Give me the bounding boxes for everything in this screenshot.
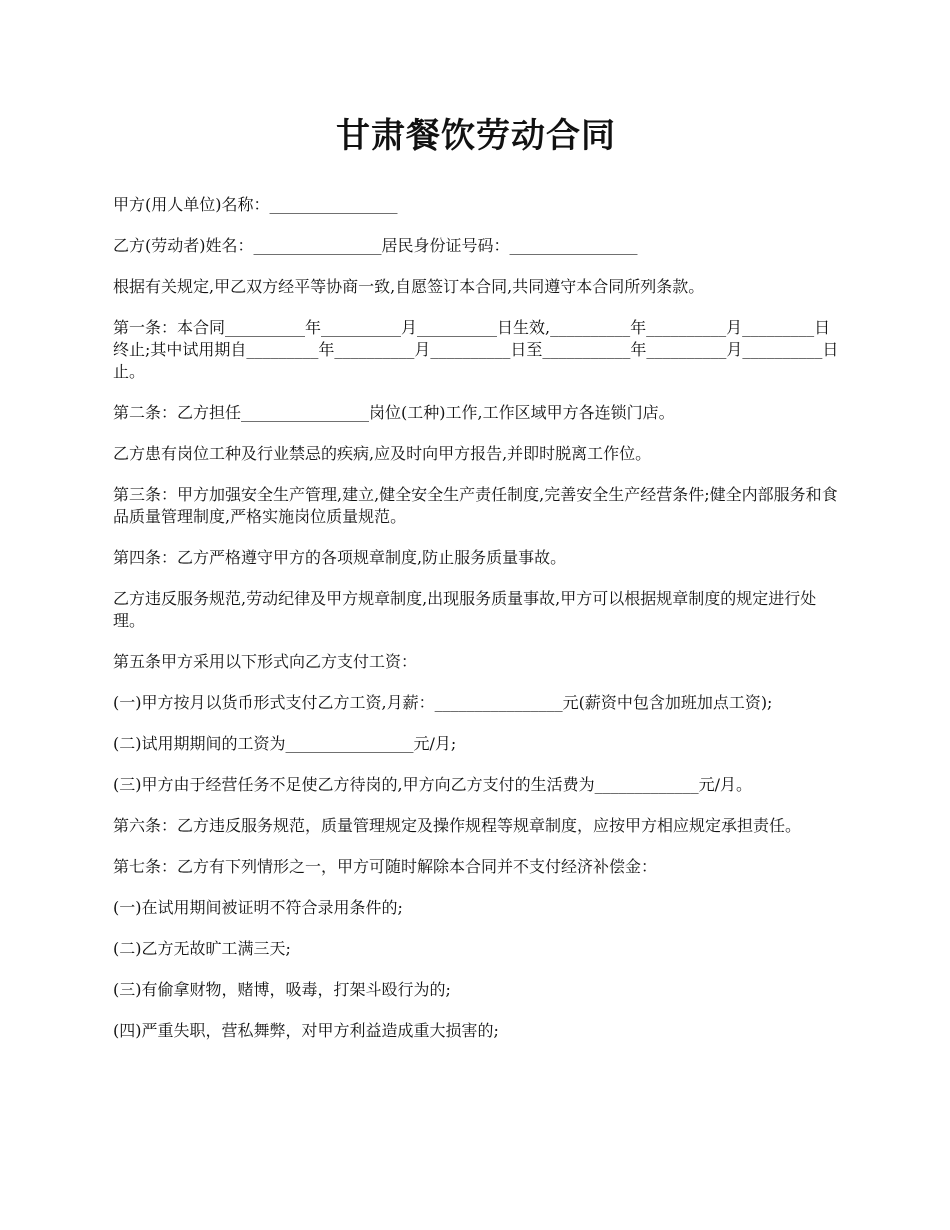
article-7-item-3: (三)有偷拿财物，赌博，吸毒，打架斗殴行为的; [113,980,451,999]
article-4: 第四条：乙方严格遵守甲方的各项规章制度,防止服务质量事故。 [113,548,567,567]
article-7: 第七条：乙方有下列情形之一，甲方可随时解除本合同并不支付经济补偿金： [113,857,658,876]
article-4-note: 乙方违反服务规范,劳动纪律及甲方规章制度,出现服务质量事故,甲方可以根据规章制度的规定进行处理。 [113,589,817,630]
preamble: 根据有关规定,甲乙双方经平等协商一致,自愿签订本合同,共同遵守本合同所列条款。 [113,277,705,296]
article-5-item-1: (一)甲方按月以货币形式支付乙方工资,月薪：________________元(薪资中包含加班加点工资); [113,693,773,712]
document-page [113,108,839,1061]
party-b-name-line: 乙方(劳动者)姓名：________________居民身份证号码：________________ [113,236,638,255]
article-3: 第三条：甲方加强安全生产管理,建立,健全安全生产责任制度,完善安全生产经营条件;健全内部服务和食品质量管理制度,严格实施岗位质量规范。 [113,485,838,526]
article-2: 第二条：乙方担任________________岗位(工种)工作,工作区域甲方各连锁门店。 [113,403,675,422]
article-5: 第五条甲方采用以下形式向乙方支付工资： [113,652,418,671]
party-a-name-line: 甲方(用人单位)名称：________________ [113,195,398,214]
article-2-note: 乙方患有岗位工种及行业禁忌的疾病,应及时向甲方报告,并即时脱离工作位。 [113,444,652,463]
article-1: 第一条：本合同__________年__________月__________日生效,__________年__________月_________日终止;其中试用期自_________年__________月__________日至___________年__________月__________日止。 [113,318,839,381]
article-5-item-3: (三)甲方由于经营任务不足使乙方待岗的,甲方向乙方支付的生活费为_____________元/月。 [113,775,752,794]
article-7-item-4: (四)严重失职，营私舞弊，对甲方利益造成重大损害的; [113,1021,499,1040]
article-7-item-1: (一)在试用期间被证明不符合录用条件的; [113,898,403,917]
article-6: 第六条：乙方违反服务规范，质量管理规定及操作规程等规章制度，应按甲方相应规定承担责任。 [113,816,802,835]
article-7-item-2: (二)乙方无故旷工满三天; [113,939,291,958]
document-title: 甘肃餐饮劳动合同 [336,116,616,156]
article-5-item-2: (二)试用期期间的工资为________________元/月; [113,734,457,753]
